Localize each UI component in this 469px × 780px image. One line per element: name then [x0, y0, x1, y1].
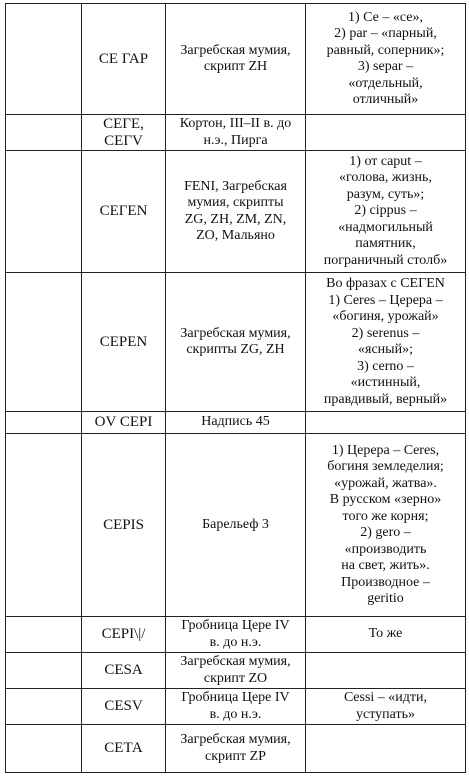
word-cell — [82, 151, 166, 273]
word-line: СЕГЕ, — [103, 116, 144, 132]
source-line: Загребская мумия, — [180, 732, 291, 747]
meaning-line: geritio — [367, 591, 404, 606]
meaning-line: «надмогильный — [338, 219, 433, 235]
meaning-line: 3) separ – — [357, 59, 414, 74]
word-line: СЕSV — [104, 698, 143, 715]
meaning-line: 1) Се – «се», — [348, 9, 423, 25]
meaning-line: того же корня; — [342, 508, 429, 524]
source-line: скрипт ZH — [203, 59, 268, 74]
word-line: СЕSA — [104, 662, 143, 679]
source-cell — [166, 273, 306, 412]
source-line: Загребская мумия, — [180, 654, 291, 669]
source-line: в. до н.э. — [209, 634, 262, 650]
meaning-line: То же — [368, 626, 403, 642]
word-cell — [82, 434, 166, 617]
meaning-line: пограничный столб» — [323, 252, 448, 268]
source-cell — [166, 653, 306, 689]
word-line: СЕТА — [104, 740, 143, 757]
word-line: СЕ ГАР — [98, 50, 149, 67]
source-line: ZO, Мальяно — [196, 228, 275, 243]
meaning-line: «голова, жизнь, — [339, 170, 432, 186]
source-line: ZG, ZH, ZM, ZN, — [184, 211, 287, 227]
meaning-line: В русском «зерно» — [329, 492, 442, 507]
word-cell — [82, 725, 166, 773]
meaning-line: Во фразах с СЕГЕN — [326, 276, 445, 291]
meaning-line: «урожай, жатва». — [334, 475, 437, 491]
meaning-line: 2) serenus – — [351, 325, 420, 341]
table-row — [6, 412, 466, 434]
source-line: FENI, Загребская — [184, 178, 287, 194]
table-row — [6, 617, 466, 653]
meaning-line: отличный» — [352, 92, 419, 107]
empty-cell — [6, 412, 82, 434]
etruscan-glossary-table — [5, 3, 466, 773]
meaning-cell — [306, 725, 466, 773]
meaning-line: 2) cippus – — [354, 203, 417, 219]
source-cell — [166, 412, 306, 434]
word-line: СЕРIS — [103, 516, 144, 533]
source-line: Гробница Цере IV — [181, 690, 290, 705]
meaning-cell — [306, 689, 466, 725]
source-line: Загребская мумия, — [180, 325, 291, 341]
word-cell — [82, 689, 166, 725]
table-row — [6, 725, 466, 773]
word-cell — [82, 412, 166, 434]
meaning-line: 2) gero – — [360, 525, 411, 540]
meaning-line: «производить — [344, 541, 427, 557]
word-line: СЕГЕN — [99, 203, 148, 220]
source-line: Надпись 45 — [201, 414, 270, 430]
table-row — [6, 434, 466, 617]
meaning-line: «ясный»; — [358, 342, 413, 357]
meaning-cell — [306, 273, 466, 412]
meaning-line: Производное – — [341, 574, 430, 590]
meaning-line: на свет, жить». — [341, 558, 430, 573]
meaning-line: памятник, — [355, 236, 416, 252]
table-row — [6, 689, 466, 725]
source-line: Кортон, III–II в. до — [179, 116, 292, 131]
meaning-line: 1) от caput – — [349, 153, 422, 169]
table-row — [6, 115, 466, 151]
meaning-line: богиня земледелия; — [327, 459, 444, 474]
empty-cell — [6, 151, 82, 273]
meaning-cell — [306, 434, 466, 617]
empty-cell — [6, 273, 82, 412]
source-line: скрипт ZO — [203, 670, 268, 686]
meaning-line: разум, суть»; — [346, 186, 425, 202]
source-line: н.э., Пирга — [203, 132, 268, 148]
empty-cell — [6, 725, 82, 773]
word-line: OV СЕРI — [94, 414, 153, 431]
meaning-line: равный, соперник»; — [326, 42, 445, 58]
word-cell — [82, 115, 166, 151]
table-row — [6, 4, 466, 115]
source-line: скрипт ZP — [205, 748, 266, 764]
word-cell — [82, 653, 166, 689]
source-line: Барельеф 3 — [202, 516, 269, 532]
source-line: Гробница Цере IV — [181, 618, 290, 633]
empty-cell — [6, 689, 82, 725]
meaning-cell — [306, 151, 466, 273]
source-cell — [166, 4, 306, 115]
word-line: СЕГV — [104, 132, 143, 149]
empty-cell — [6, 653, 82, 689]
meaning-line: «истинный, — [350, 375, 421, 390]
meaning-line: 2) par – «парный, — [334, 26, 437, 41]
word-cell — [82, 273, 166, 412]
word-cell — [82, 617, 166, 653]
source-line: Загребская мумия, — [180, 42, 291, 58]
empty-cell — [6, 434, 82, 617]
meaning-line: 1) Ceres – Церера – — [328, 292, 443, 308]
empty-cell — [6, 617, 82, 653]
source-cell — [166, 725, 306, 773]
source-cell — [166, 689, 306, 725]
source-cell — [166, 151, 306, 273]
meaning-line: правдивый, верный» — [323, 391, 448, 407]
meaning-line: уступать» — [356, 706, 415, 722]
table-row — [6, 151, 466, 273]
meaning-cell — [306, 115, 466, 151]
meaning-line: «отдельный, — [348, 75, 423, 91]
source-line: скрипты ZG, ZH — [186, 342, 285, 357]
table-row — [6, 653, 466, 689]
source-cell — [166, 115, 306, 151]
source-cell — [166, 434, 306, 617]
empty-cell — [6, 115, 82, 151]
meaning-cell — [306, 617, 466, 653]
word-line: СЕРI\|/ — [101, 626, 146, 643]
source-line: мумия, скрипты — [187, 195, 284, 210]
meaning-cell — [306, 412, 466, 434]
meaning-cell — [306, 4, 466, 115]
word-line: СЕРЕN — [99, 333, 148, 350]
meaning-line: 3) cerno – — [357, 358, 414, 374]
meaning-line: «богиня, урожай» — [332, 309, 439, 324]
source-cell — [166, 617, 306, 653]
table-row — [6, 273, 466, 412]
meaning-cell — [306, 653, 466, 689]
source-line: в. до н.э. — [209, 706, 262, 722]
word-cell — [82, 4, 166, 115]
meaning-line: 1) Церера – Ceres, — [331, 442, 440, 458]
empty-cell — [6, 4, 82, 115]
meaning-line: Cessi – «идти, — [343, 690, 428, 705]
